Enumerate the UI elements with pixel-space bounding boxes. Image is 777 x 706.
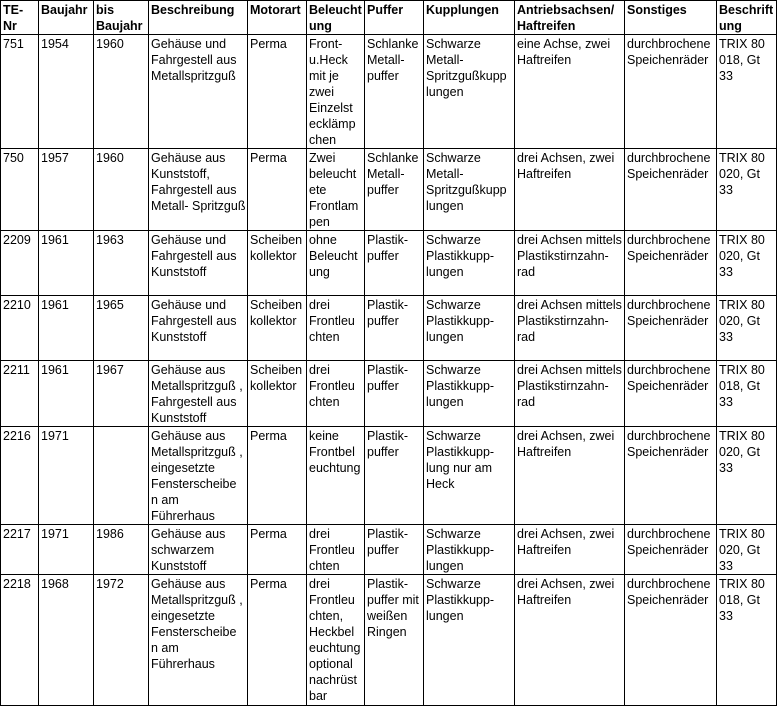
beleuchtung-cell: ohne Beleucht ung [307,231,365,296]
baujahr-cell: 1971 [39,427,94,525]
header-baujahr: Baujahr [39,1,94,35]
kupplungen-cell: Schwarze Metall- Spritzgußkupp lungen [424,149,515,231]
sonstiges-cell: durchbrochene Speichenräder [625,427,717,525]
table-row [1,525,777,575]
beschreibung-cell: Gehäuse und Fahrgestell aus Metallspritzguß [149,35,248,149]
beschriftung-cell: TRIX 80 020, Gt 33 [717,427,777,525]
sonstiges-cell: durchbrochene Speichenräder [625,231,717,296]
beschreibung-cell: Gehäuse aus Kunststoff, Fahrgestell aus Metall- Spritzguß [149,149,248,231]
beschreibung-cell: Gehäuse und Fahrgestell aus Kunststoff [149,296,248,361]
kupplungen-cell: Schwarze Plastikkupp- lungen [424,296,515,361]
beschreibung-cell: Gehäuse aus schwarzem Kunststoff [149,525,248,575]
header-bis-baujahr: bis Baujahr [94,1,149,35]
beschreibung-cell: Gehäuse aus Metallspritzguß , Fahrgestell aus Kunststoff [149,361,248,427]
bis-baujahr-cell [94,427,149,525]
motorart-cell: Perma [248,35,307,149]
beschreibung-cell: Gehäuse aus Metallspritzguß , eingesetzte Fensterscheibe n am Führerhaus [149,575,248,706]
beschriftung-cell: TRIX 80 018, Gt 33 [717,575,777,706]
baujahr-cell: 1961 [39,296,94,361]
kupplungen-cell: Schwarze Plastikkupp- lung nur am Heck [424,427,515,525]
header-kupplungen: Kupplungen [424,1,515,35]
table-row [1,427,777,525]
sonstiges-cell: durchbrochene Speichenräder [625,525,717,575]
puffer-cell: Plastik- puffer [365,231,424,296]
beleuchtung-cell: drei Frontleu chten [307,361,365,427]
motorart-cell: Scheiben kollektor [248,361,307,427]
sonstiges-cell: durchbrochene Speichenräder [625,361,717,427]
header-motorart: Motorart [248,1,307,35]
te-nr-cell: 2217 [1,525,39,575]
baujahr-cell: 1961 [39,231,94,296]
beschriftung-cell: TRIX 80 020, Gt 33 [717,525,777,575]
header-row [1,1,777,35]
antriebsachsen-cell: drei Achsen, zwei Haftreifen [515,149,625,231]
table-row [1,35,777,149]
bis-baujahr-cell: 1967 [94,361,149,427]
antriebsachsen-cell: drei Achsen, zwei Haftreifen [515,575,625,706]
beschriftung-cell: TRIX 80 020, Gt 33 [717,231,777,296]
beschreibung-cell: Gehäuse aus Metallspritzguß , eingesetzte Fensterscheibe n am Führerhaus [149,427,248,525]
kupplungen-cell: Schwarze Plastikkupp- lungen [424,525,515,575]
baujahr-cell: 1954 [39,35,94,149]
puffer-cell: Schlanke Metall- puffer [365,35,424,149]
beschreibung-cell: Gehäuse und Fahrgestell aus Kunststoff [149,231,248,296]
motorart-cell: Perma [248,525,307,575]
motorart-cell: Perma [248,149,307,231]
baujahr-cell: 1957 [39,149,94,231]
bis-baujahr-cell: 1986 [94,525,149,575]
baujahr-cell: 1968 [39,575,94,706]
te-nr-cell: 751 [1,35,39,149]
antriebsachsen-cell: drei Achsen mittels Plastikstirnzahn- rad [515,361,625,427]
te-nr-cell: 2216 [1,427,39,525]
table-row [1,575,777,706]
antriebsachsen-cell: eine Achse, zwei Haftreifen [515,35,625,149]
table-row [1,296,777,361]
table-row [1,149,777,231]
motorart-cell: Scheiben kollektor [248,296,307,361]
antriebsachsen-cell: drei Achsen, zwei Haftreifen [515,525,625,575]
bis-baujahr-cell: 1960 [94,149,149,231]
kupplungen-cell: Schwarze Plastikkupp- lungen [424,575,515,706]
beschriftung-cell: TRIX 80 020, Gt 33 [717,149,777,231]
header-sonstiges: Sonstiges [625,1,717,35]
puffer-cell: Plastik- puffer [365,296,424,361]
puffer-cell: Plastik- puffer [365,361,424,427]
table-row [1,361,777,427]
beleuchtung-cell: keine Frontbel euchtung [307,427,365,525]
beleuchtung-cell: drei Frontleu chten [307,296,365,361]
puffer-cell: Schlanke Metall- puffer [365,149,424,231]
motorart-cell: Perma [248,427,307,525]
antriebsachsen-cell: drei Achsen mittels Plastikstirnzahn- rad [515,231,625,296]
te-nr-cell: 2218 [1,575,39,706]
baujahr-cell: 1961 [39,361,94,427]
bis-baujahr-cell: 1963 [94,231,149,296]
table-row [1,231,777,296]
sonstiges-cell: durchbrochene Speichenräder [625,35,717,149]
header-antriebsachsen: Antriebsachsen/ Haftreifen [515,1,625,35]
sonstiges-cell: durchbrochene Speichenräder [625,296,717,361]
bis-baujahr-cell: 1960 [94,35,149,149]
beleuchtung-cell: Front- u.Heck mit je zwei Einzelst ecklämp chen [307,35,365,149]
baujahr-cell: 1971 [39,525,94,575]
motorart-cell: Scheiben kollektor [248,231,307,296]
sonstiges-cell: durchbrochene Speichenräder [625,149,717,231]
header-beschreibung: Beschreibung [149,1,248,35]
header-beschriftung: Beschriftung [717,1,777,35]
antriebsachsen-cell: drei Achsen mittels Plastikstirnzahn- rad [515,296,625,361]
bis-baujahr-cell: 1972 [94,575,149,706]
kupplungen-cell: Schwarze Metall- Spritzgußkupp lungen [424,35,515,149]
header-te-nr: TE-Nr [1,1,39,35]
te-nr-cell: 750 [1,149,39,231]
beschriftung-cell: TRIX 80 020, Gt 33 [717,296,777,361]
beschriftung-cell: TRIX 80 018, Gt 33 [717,361,777,427]
beleuchtung-cell: Zwei beleucht ete Frontlam pen [307,149,365,231]
table-body [1,35,777,706]
bis-baujahr-cell: 1965 [94,296,149,361]
header-beleuchtung: Beleuchtung [307,1,365,35]
beleuchtung-cell: drei Frontleu chten, Heckbel euchtung optional nachrüst bar [307,575,365,706]
kupplungen-cell: Schwarze Plastikkupp- lungen [424,361,515,427]
beschriftung-cell: TRIX 80 018, Gt 33 [717,35,777,149]
te-nr-cell: 2210 [1,296,39,361]
antriebsachsen-cell: drei Achsen, zwei Haftreifen [515,427,625,525]
kupplungen-cell: Schwarze Plastikkupp- lungen [424,231,515,296]
header-puffer: Puffer [365,1,424,35]
motorart-cell: Perma [248,575,307,706]
puffer-cell: Plastik- puffer mit weißen Ringen [365,575,424,706]
beleuchtung-cell: drei Frontleu chten [307,525,365,575]
te-nr-cell: 2211 [1,361,39,427]
puffer-cell: Plastik- puffer [365,427,424,525]
sonstiges-cell: durchbrochene Speichenräder [625,575,717,706]
te-nr-cell: 2209 [1,231,39,296]
puffer-cell: Plastik- puffer [365,525,424,575]
